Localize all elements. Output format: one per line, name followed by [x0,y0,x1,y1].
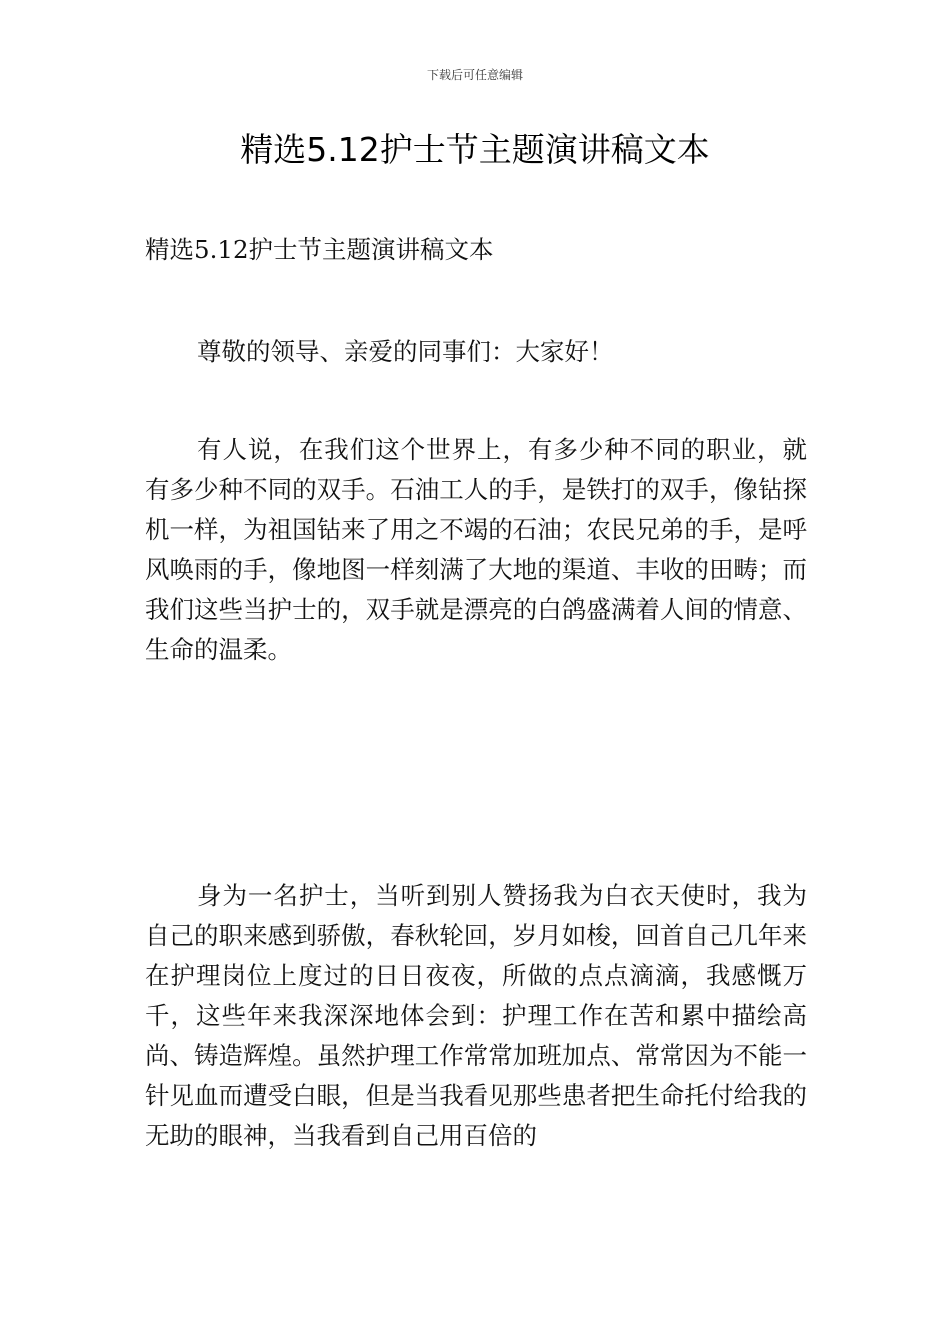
greeting-paragraph: 尊敬的领导、亲爱的同事们：大家好！ [197,337,614,366]
document-title: 精选5.12护士节主题演讲稿文本 [240,130,710,169]
header-note: 下载后可任意编辑 [426,68,523,82]
document-subtitle: 精选5.12护士节主题演讲稿文本 [145,235,494,264]
body-paragraph-2: 身为一名护士，当听到别人赞扬我为白衣天使时，我为自己的职来感到骄傲，春秋轮回，岁月如梭，回首自己几年来在护理岗位上度过的日日夜夜，所做的点点滴滴，我感慨万千，这些年来我深深地体会到：护理工作在苦和累中描绘高尚、铸造辉煌。虽然护理工作常常加班加点、常常因为不能一针见血而遭受白眼，但是当我看见那些患者把生命托付给我的无助的眼神，当我看到自己用百倍的 [145,881,807,1150]
body-paragraph-1: 有人说，在我们这个世界上，有多少种不同的职业，就有多少种不同的双手。石油工人的手，是铁打的双手，像钻探机一样，为祖国钻来了用之不竭的石油；农民兄弟的手，是呼风唤雨的手，像地图一样刻满了大地的渠道、丰收的田畴；而我们这些当护士的，双手就是漂亮的白鸽盛满着人间的情意、生命的温柔。 [145,435,807,664]
